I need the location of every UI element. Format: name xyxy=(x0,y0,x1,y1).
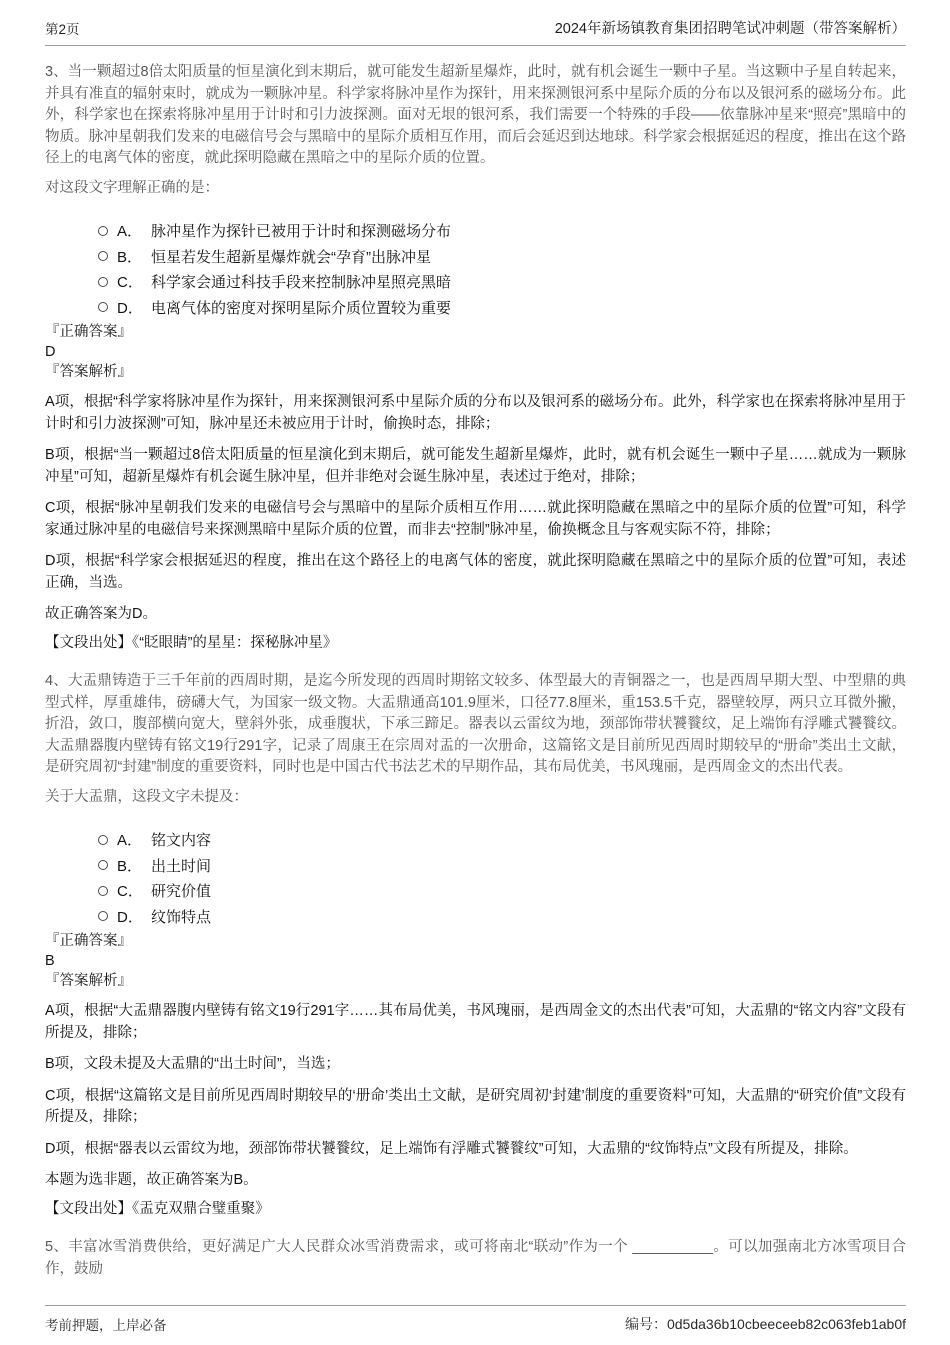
option-letter: D． xyxy=(117,908,143,926)
analysis-paragraph: B项，文段未提及大盂鼎的“出土时间”，当选； xyxy=(45,1056,340,1072)
source-line: 【文段出处】《“眨眼睛”的星星：探秘脉冲星》 xyxy=(45,634,338,651)
option-letter: A． xyxy=(117,223,143,241)
option-letter: C． xyxy=(117,274,143,292)
option-text: 科学家会通过科技手段来控制脉冲星照亮黑暗 xyxy=(151,274,452,292)
analysis-paragraph: D项，根据“器表以云雷纹为地，颈部饰带状饕餮纹，足上端饰有浮雕式饕餮纹”可知，大盂鼎的“纹饰特点”文段有所提及，排除。 xyxy=(45,1140,858,1157)
page-footer xyxy=(45,1305,906,1334)
correct-answer-value: D xyxy=(45,344,56,360)
correct-answer-value: B xyxy=(45,953,55,969)
option-row-b[interactable] xyxy=(45,853,906,879)
option-group xyxy=(45,218,906,320)
analysis-paragraph: D项，根据“科学家会根据延迟的程度，推出在这个路径上的电离气体的密度，就此探明隐藏在黑暗之中的星际介质的位置”可知，表述正确，当选。 xyxy=(45,553,906,591)
option-row-b[interactable] xyxy=(45,244,906,270)
option-text: 纹饰特点 xyxy=(151,908,212,926)
radio-button-icon[interactable] xyxy=(98,860,108,870)
analysis-paragraph: C项，根据“脉冲星朝我们发来的电磁信号会与黑暗中的星际介质相互作用……就此探明隐藏在黑暗之中的星际介质的位置”可知，科学家通过脉冲星的电磁信号来探测黑暗中星际介质的位置，而非去“控制”脉冲星，偷换概念且与客观实际不符，排除； xyxy=(45,500,906,538)
radio-button-icon[interactable] xyxy=(98,911,108,921)
analysis-paragraph: A项，根据“科学家将脉冲星作为探针，用来探测银河系中星际介质的分布以及银河系的磁场分布。此外，科学家也在探索将脉冲星用于计时和引力波探测”可知，脉冲星还未被应用于计时，偷换时态，排除； xyxy=(45,394,906,432)
answer-block xyxy=(45,322,906,382)
question-stem: 3、当一颗超过8倍太阳质量的恒星演化到末期后，就可能发生超新星爆炸，此时，就有机会诞生一颗中子星。当这颗中子星自转起来，并具有准直的辐射束时，就成为一颗脉冲星。科学家将脉冲星作为探针，用来探测银河系中星际介质的分布以及银河系的磁场分布。此外，科学家也在探索将脉冲星用于计时和引力波探测。面对无垠的银河系，我们需要一个特殊的手段——依靠脉冲星来“照亮”黑暗中的物质。脉冲星朝我们发来的电磁信号会与黑暗中的星际介质相互作用，而后会延迟到达地球。科学家会根据延迟的程度，推出在这个路径上的电离气体的密度，就此探明隐藏在黑暗之中的星际介质的位置。 xyxy=(45,64,906,166)
radio-button-icon[interactable] xyxy=(98,277,108,287)
page-number: 第2页 xyxy=(45,22,80,37)
footer-serial-number: 编号：0d5da36b10cbeeceeb82c063feb1ab0f xyxy=(624,1316,906,1332)
analysis-label: 『答案解析』 xyxy=(45,973,132,989)
radio-button-icon[interactable] xyxy=(98,886,108,896)
option-text: 研究价值 xyxy=(151,883,212,901)
question-5 xyxy=(45,1237,906,1280)
option-letter: A． xyxy=(117,832,143,850)
analysis-paragraph: B项，根据“当一颗超过8倍太阳质量的恒星演化到末期后，就可能发生超新星爆炸，此时，就有机会诞生一颗中子星……就成为一颗脉冲星”可知，超新星爆炸有机会诞生脉冲星，但并非绝对会诞生脉冲星，表述过于绝对，排除； xyxy=(45,447,906,485)
footer-slogan: 考前押题，上岸必备 xyxy=(45,1318,167,1333)
conclusion: 故正确答案为D。 xyxy=(45,606,157,622)
option-text: 恒星若发生超新星爆炸就会“孕育”出脉冲星 xyxy=(151,248,431,266)
correct-answer-label: 『正确答案』 xyxy=(45,324,132,340)
analysis-label: 『答案解析』 xyxy=(45,364,132,380)
answer-block xyxy=(45,931,906,991)
analysis-paragraph: C项，根据“这篇铭文是目前所见西周时期较早的‘册命’类出土文献，是研究周初‘封建’制度的重要资料”可知，大盂鼎的“研究价值”文段有所提及，排除； xyxy=(45,1087,906,1125)
option-text: 电离气体的密度对探明星际介质位置较为重要 xyxy=(151,299,452,317)
option-row-c[interactable] xyxy=(45,269,906,295)
radio-button-icon[interactable] xyxy=(98,226,108,236)
radio-button-icon[interactable] xyxy=(98,835,108,845)
option-letter: B． xyxy=(117,857,143,875)
question-stem: 4、大盂鼎铸造于三千年前的西周时期，是迄今所发现的西周时期铭文较多、体型最大的青铜器之一，也是西周早期大型、中型鼎的典型式样，厚重雄伟，磅礴大气，为国家一级文物。大盂鼎通高101.9厘米，口径77.8厘米，重153.5千克，器壁较厚，两只立耳微外撇，折沿，敛口，腹部横向宽大，壁斜外张，成垂腹状，下承三蹄足。器表以云雷纹为地，颈部饰带状饕餮纹，足上端饰有浮雕式饕餮纹。大盂鼎器腹内壁铸有铭文19行291字，记录了周康王在宗周对盂的一次册命，这篇铭文是目前所见西周时期较早的“册命”类出土文献，是研究周初“封建”制度的重要资料，同时也是中国古代书法艺术的早期作品，其布局优美，书风瑰丽，是西周金文的杰出代表。 xyxy=(45,673,906,775)
option-letter: B． xyxy=(117,248,143,266)
radio-button-icon[interactable] xyxy=(98,251,108,261)
option-row-c[interactable] xyxy=(45,878,906,904)
conclusion: 本题为选非题，故正确答案为B。 xyxy=(45,1172,258,1188)
question-prompt: 对这段文字理解正确的是： xyxy=(45,179,219,196)
option-text: 出土时间 xyxy=(151,857,212,875)
option-letter: C． xyxy=(117,883,143,901)
question-prompt: 关于大盂鼎，这段文字未提及： xyxy=(45,788,248,805)
analysis-paragraph: A项，根据“大盂鼎器腹内壁铸有铭文19行291字……其布局优美，书风瑰丽，是西周金文的杰出代表”可知，大盂鼎的“铭文内容”文段有所提及，排除； xyxy=(45,1003,906,1041)
option-text: 铭文内容 xyxy=(151,832,212,850)
option-row-d[interactable] xyxy=(45,295,906,321)
source-line: 【文段出处】《盂克双鼎合璧重聚》 xyxy=(45,1200,270,1217)
question-4 xyxy=(45,671,906,1220)
option-group xyxy=(45,827,906,929)
correct-answer-label: 『正确答案』 xyxy=(45,933,132,949)
question-stem: 5、丰富冰雪消费供给，更好满足广大人民群众冰雪消费需求，或可将南北“联动”作为一个 __________。可以加强南北方冰雪项目合作，鼓励 xyxy=(45,1239,906,1277)
option-row-d[interactable] xyxy=(45,904,906,930)
page-body xyxy=(45,43,906,1280)
option-text: 脉冲星作为探针已被用于计时和探测磁场分布 xyxy=(151,223,452,241)
radio-button-icon[interactable] xyxy=(98,302,108,312)
option-letter: D． xyxy=(117,299,143,317)
option-row-a[interactable] xyxy=(45,218,906,244)
document-title: 2024年新场镇教育集团招聘笔试冲刺题（带答案解析） xyxy=(554,21,906,37)
question-3 xyxy=(45,62,906,654)
option-row-a[interactable] xyxy=(45,827,906,853)
page-header xyxy=(45,0,906,46)
